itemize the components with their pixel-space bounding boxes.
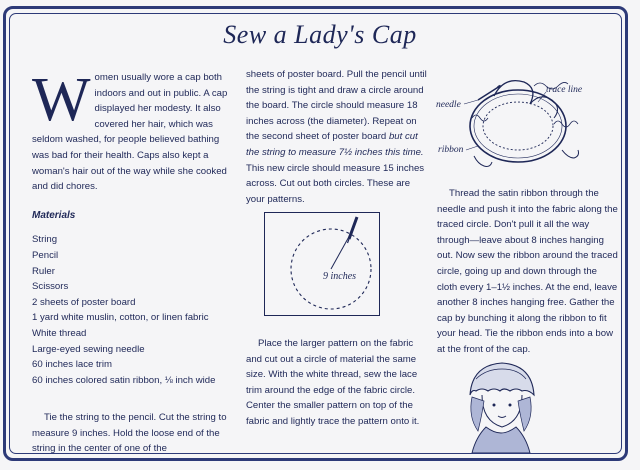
- list-item: String: [32, 234, 58, 246]
- list-item: 1 yard white muslin, cotton, or linen fabric: [32, 312, 209, 324]
- tie-string-paragraph: Tie the string to the pencil. Cut the string to measure 9 inches. Hold the loose end of the string in the center of one of the: [32, 412, 227, 455]
- materials-heading: Materials: [32, 209, 76, 221]
- drop-cap: W: [32, 66, 91, 134]
- trace-line-label: trace line: [546, 85, 583, 95]
- pattern-text-italic: but cut the string to measure 7½ inches this time.: [246, 131, 424, 158]
- list-item: White thread: [32, 327, 87, 339]
- pattern-paragraph: [246, 67, 430, 207]
- circle-diagram: [264, 212, 380, 316]
- intro-column: [32, 66, 228, 457]
- intro-paragraph: [32, 66, 228, 195]
- fabric-column: [246, 336, 430, 430]
- pattern-column: [246, 67, 430, 207]
- sewing-column: [437, 186, 619, 358]
- list-item: 60 inches colored satin ribbon, ⅛ inch wide: [32, 374, 216, 386]
- pencil-icon: [348, 217, 358, 243]
- materials-list: [32, 232, 228, 388]
- page-title: Sew a Lady's Cap: [223, 20, 417, 49]
- pattern-text-a: sheets of poster board. Pull the pencil until the string is tight and draw a circle around the board. The circle should measure 18 inches across (the diameter). Repeat on the second sheet of poster board: [246, 69, 427, 143]
- sewing-paragraph: Thread the satin ribbon through the needle and push it into the fabric along the traced circle. Don't pull it all the way through—leave about 8 inches hanging out. Now sew the ribbon around the traced circle, going up and down through the cloth every 1–1½ inches. At the end, leave another 8 inches hanging free. Gather the cap by bunching it along the ribbon to fit your head. Tie the ribbon ends into a bow at the front of the cap.: [437, 188, 618, 355]
- list-item: Large-eyed sewing needle: [32, 343, 145, 355]
- sewing-illustration: [434, 66, 606, 178]
- ribbon-label: ribbon: [438, 145, 464, 155]
- list-item: 2 sheets of poster board: [32, 296, 136, 308]
- girl-in-cap-illustration: [462, 355, 540, 453]
- circle-drawing: [265, 213, 381, 317]
- fabric-paragraph: Place the larger pattern on the fabric and cut out a circle of material the same size. With the white thread, sew the lace trim around the edge of the fabric circle. Center the smaller pattern on top of the fabric and lightly trace the pattern onto it.: [246, 338, 420, 427]
- pattern-text-c: This new circle should measure 15 inches across. Cut out both circles. These are your patterns.: [246, 162, 425, 205]
- diagram-label: 9 inches: [323, 271, 357, 282]
- list-item: Ruler: [32, 265, 55, 277]
- intro-text: omen usually wore a cap both indoors and out in public. A cap displayed her modesty. It also covered her hair, which was seldom washed, for people believed bathing was bad for their health. Caps also kept a woman's hair out of the way while she cooked and did chores.: [32, 72, 228, 193]
- list-item: 60 inches lace trim: [32, 359, 112, 371]
- needle-label: needle: [436, 100, 461, 110]
- list-item: Pencil: [32, 249, 59, 261]
- list-item: Scissors: [32, 281, 69, 293]
